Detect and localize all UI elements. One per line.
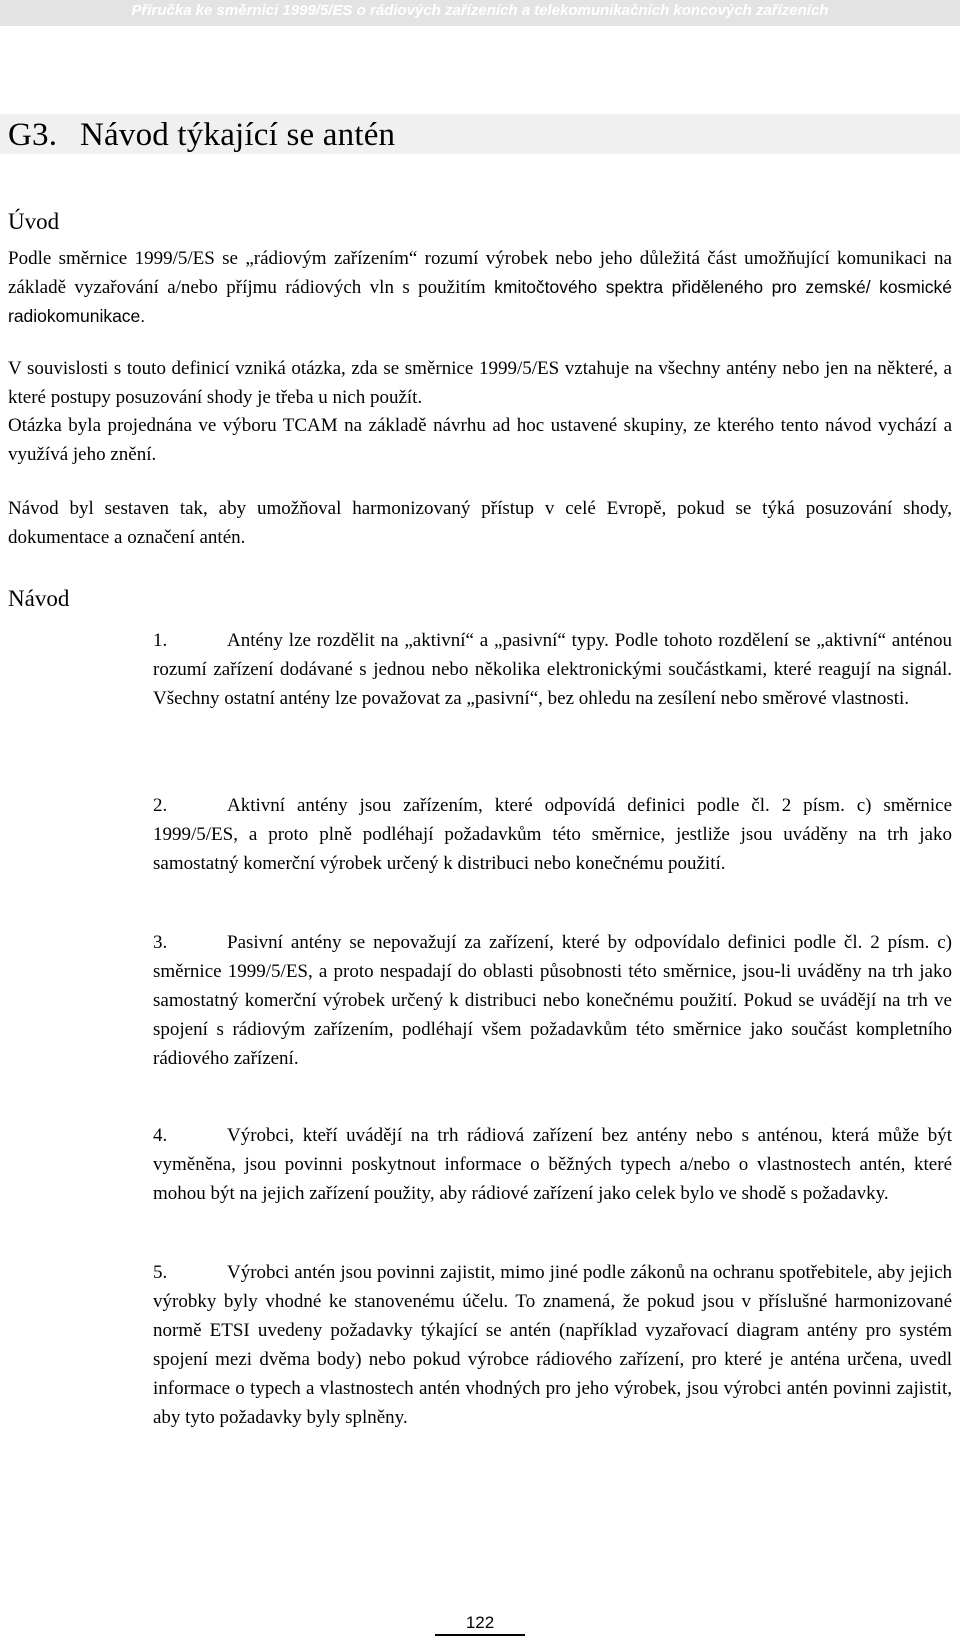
guidance-item-text: Pasivní antény se nepovažují za zařízení, které by odpovídalo definici podle čl. 2 písm. c) směrnice 1999/5/ES, a proto nespadají do oblasti působnosti této směrnice, jsou-li uváděny na trh jako samostatný komerční výrobek určený k distribuci nebo konečnému použití. Pokud se uvádějí na trh ve spojení s rádiovým zařízením, podléhají všem požadavkům této směrnice jako součást kompletního rádiového zařízení. [153, 932, 952, 1069]
guidance-item-5 [153, 1258, 952, 1432]
guidance-item-1 [153, 626, 952, 713]
intro-paragraph-1-end: kmitočtového spektra přiděleného pro zemské/ kosmické radiokomunikace. [8, 277, 953, 326]
section-title [8, 114, 395, 156]
footer-rule [435, 1634, 525, 1636]
section-title-text: Návod týkající se antén [80, 117, 396, 153]
running-header: Příručka ke směrnici 1999/5/ES o rádiových zařízeních a telekomunikačních koncových zařízeních [0, 0, 960, 26]
guidance-item-text: Výrobci, kteří uvádějí na trh rádiová zařízení bez antény nebo s anténou, která může být vyměněna, jsou povinni poskytnout informace o běžných typech a/nebo o vlastnostech antén, které mohou být na jejich zařízení použity, aby rádiové zařízení jako celek bylo ve shodě s požadavky. [153, 1125, 952, 1204]
intro-paragraph-4: Návod byl sestaven tak, aby umožňoval harmonizovaný přístup v celé Evropě, pokud se týká posuzování shody, dokumentace a označení antén. [8, 498, 952, 548]
intro-paragraph-1 [8, 244, 952, 331]
guidance-item-3 [153, 928, 952, 1073]
guidance-item-number: 5. [153, 1262, 168, 1283]
guidance-heading: Návod [8, 586, 70, 611]
section-number: G3. [8, 117, 58, 153]
page-number: 122 [465, 1613, 495, 1632]
guidance-item-number: 1. [153, 630, 168, 651]
guidance-item-text: Antény lze rozdělit na „aktivní“ a „pasivní“ typy. Podle tohoto rozdělení se „aktivní“ anténou rozumí zařízení dodávané s jednou nebo několika elektronickými součástkami, které reagují na signál. Všechny ostatní antény lze považovat za „pasivní“, bez ohledu na zesílení nebo směrové vlastnosti. [153, 630, 952, 709]
guidance-item-number: 3. [153, 932, 168, 953]
guidance-item-4 [153, 1121, 952, 1208]
intro-heading: Úvod [8, 209, 60, 234]
intro-paragraph-1-main: Podle směrnice 1999/5/ES se „rádiovým zařízením“ rozumí výrobek nebo jeho důležitá část umožňující komunikaci na základě vyzařování a/nebo příjmu rádiových vln s použitím [8, 248, 952, 298]
guidance-item-number: 2. [153, 795, 168, 816]
intro-paragraph-2: V souvislosti s touto definicí vzniká otázka, zda se směrnice 1999/5/ES vztahuje na všechny antény nebo jen na některé, a které postupy posuzování shody je třeba u nich použít. [8, 358, 952, 408]
guidance-item-text: Výrobci antén jsou povinni zajistit, mimo jiné podle zákonů na ochranu spotřebitele, aby jejich výrobky byly vhodné ke stanovenému účelu. To znamená, že pokud jsou v příslušné harmonizované normě ETSI uvedeny požadavky týkající se antén (například vyzařovací diagram antény pro systém spojení mezi dvěma body) nebo pokud výrobce rádiového zařízení, pro které je anténa určena, uvedl informace o typech a vlastnostech antén vhodných pro jeho výrobek, jsou výrobci antén povinni zajistit, aby tyto požadavky byly splněny. [153, 1262, 952, 1428]
guidance-item-2 [153, 791, 952, 878]
guidance-item-text: Aktivní antény jsou zařízením, které odpovídá definici podle čl. 2 písm. c) směrnice 1999/5/ES, a proto plně podléhají požadavkům této směrnice, jestliže jsou uváděny na trh jako samostatný komerční výrobek určený k distribuci nebo konečnému použití. [153, 795, 952, 874]
guidance-item-number: 4. [153, 1125, 168, 1146]
intro-paragraph-3: Otázka byla projednána ve výboru TCAM na základě návrhu ad hoc ustavené skupiny, ze kterého tento návod vychází a využívá jeho znění. [8, 415, 952, 465]
